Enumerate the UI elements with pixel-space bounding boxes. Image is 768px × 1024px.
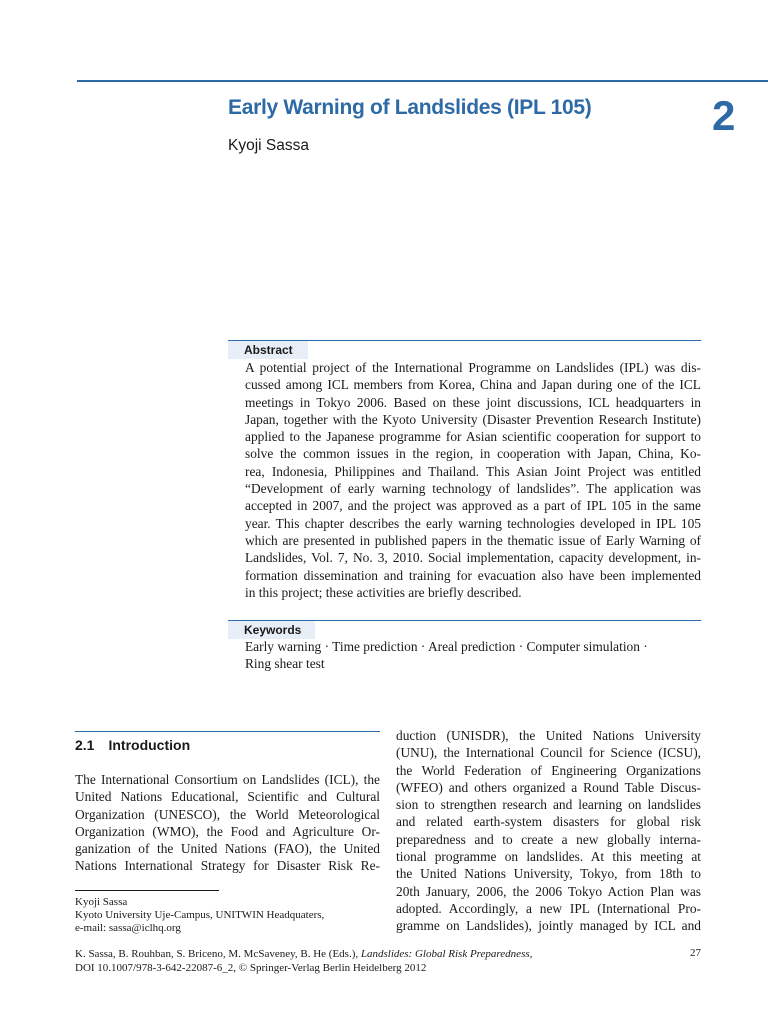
citation-authors: K. Sassa, B. Rouhban, S. Briceno, M. McSaveney, B. He (Eds.),: [75, 948, 361, 960]
header-rule: [77, 80, 768, 82]
chapter-author: Kyoji Sassa: [228, 137, 309, 154]
citation-book-title: Landslides: Global Risk Preparedness: [360, 948, 530, 960]
body-line: (UNU), the International Council for Science (ICSU),: [396, 745, 701, 761]
body-line: tional programme on landslides. At this meeting at: [396, 849, 701, 865]
body-line: (WFEO) and others organized a Round Table Discus-: [396, 779, 701, 795]
body-line: and related earth-system disasters for global risk: [396, 814, 701, 830]
body-line: duction (UNISDR), the United Nations University: [396, 728, 701, 743]
body-line: ganization of the United Nations (FAO), the United: [75, 841, 380, 857]
abstract-line: Japan, together with the Kyoto University (Disaster Prevention Research Institute): [245, 411, 701, 427]
abstract-line: Landslides, Vol. 7, No. 3, 2010. Social implementation, capacity development, in-: [245, 550, 701, 566]
section-heading: [75, 737, 190, 753]
abstract-line: A potential project of the International Programme on Landslides (IPL) was dis-: [245, 360, 701, 375]
abstract-line: “Development of early warning technology of landslides”. The application was: [245, 481, 701, 497]
section-number: 2.1: [75, 737, 95, 753]
body-line: United Nations Educational, Scientific and Cultural: [75, 789, 380, 805]
keywords-line: Ring shear test: [245, 656, 325, 672]
abstract-line: in this project; these activities are briefly described.: [245, 584, 522, 600]
body-line: The International Consortium on Landslides (ICL), the: [75, 772, 380, 787]
abstract-line: cussed among ICL members from Korea, China and Japan during one of the ICL: [245, 377, 701, 393]
citation-doi: DOI 10.1007/978-3-642-22087-6_2, © Springer-Verlag Berlin Heidelberg 2012: [75, 962, 427, 974]
abstract-line: which are presented in published papers in the thematic issue of Early Warning of: [245, 532, 701, 548]
abstract-line: meetings in Tokyo 2006. Based on these joint discussions, ICL headquarters in: [245, 394, 701, 410]
citation-comma: ,: [529, 948, 533, 960]
abstract-text: [245, 359, 701, 601]
abstract-line: accepted in 2007, and the project was approved as a part of IPL 105 in the same: [245, 498, 701, 514]
footnote-author: Kyoji Sassa: [75, 896, 128, 908]
section-title: Introduction: [108, 737, 191, 753]
keywords-text: [245, 638, 701, 673]
abstract-label: Abstract: [228, 341, 308, 359]
abstract-line: solve the common issues in the region, in cooperation with Japan, China, Ko-: [245, 446, 701, 462]
body-line: gramme on Landslides), jointly managed by ICL and: [396, 918, 701, 934]
body-line: 20th January, 2006, the 2006 Tokyo Action Plan was: [396, 883, 701, 899]
right-column-text: [396, 727, 701, 935]
body-line: the United Nations University, Tokyo, from 18th to: [396, 866, 701, 882]
keywords-label: Keywords: [228, 621, 315, 639]
body-line: Organization (WMO), the Food and Agriculture Or-: [75, 823, 380, 839]
chapter-title: Early Warning of Landslides (IPL 105): [228, 96, 592, 119]
body-line: sion to strengthen research and learning on landslides: [396, 797, 701, 813]
abstract-line: formation dissemination and training for evacuation also have been implemented: [245, 567, 701, 583]
body-line: Organization (UNESCO), the World Meteorological: [75, 806, 380, 822]
footnote: [75, 896, 324, 935]
body-line: adopted. Accordingly, a new IPL (International Pro-: [396, 900, 701, 916]
footnote-email: e-mail: sassa@iclhq.org: [75, 922, 181, 934]
abstract-line: year. This chapter describes the early warning technologies developed in IPL 105: [245, 515, 701, 531]
footnote-rule: [75, 890, 219, 891]
left-column-text: [75, 771, 380, 875]
footnote-affiliation: Kyoto University Uje-Campus, UNITWIN Headquaters,: [75, 909, 325, 921]
body-line: Nations International Strategy for Disaster Risk Re-: [75, 858, 380, 874]
citation: [75, 947, 532, 975]
abstract-line: applied to the Japanese programme for Asian scientific cooperation for support to: [245, 429, 701, 445]
section-rule: [75, 731, 380, 732]
keywords-line: Early warning · Time prediction · Areal prediction · Computer simulation ·: [245, 639, 648, 654]
page-number: 27: [690, 947, 701, 959]
abstract-line: rea, Indonesia, Philippines and Thailand. This Asian Joint Project was entitled: [245, 463, 701, 479]
body-line: the World Federation of Engineering Organizations: [396, 762, 701, 778]
chapter-number: 2: [712, 92, 736, 139]
body-line: preparedness and to create a new globally interna-: [396, 831, 701, 847]
